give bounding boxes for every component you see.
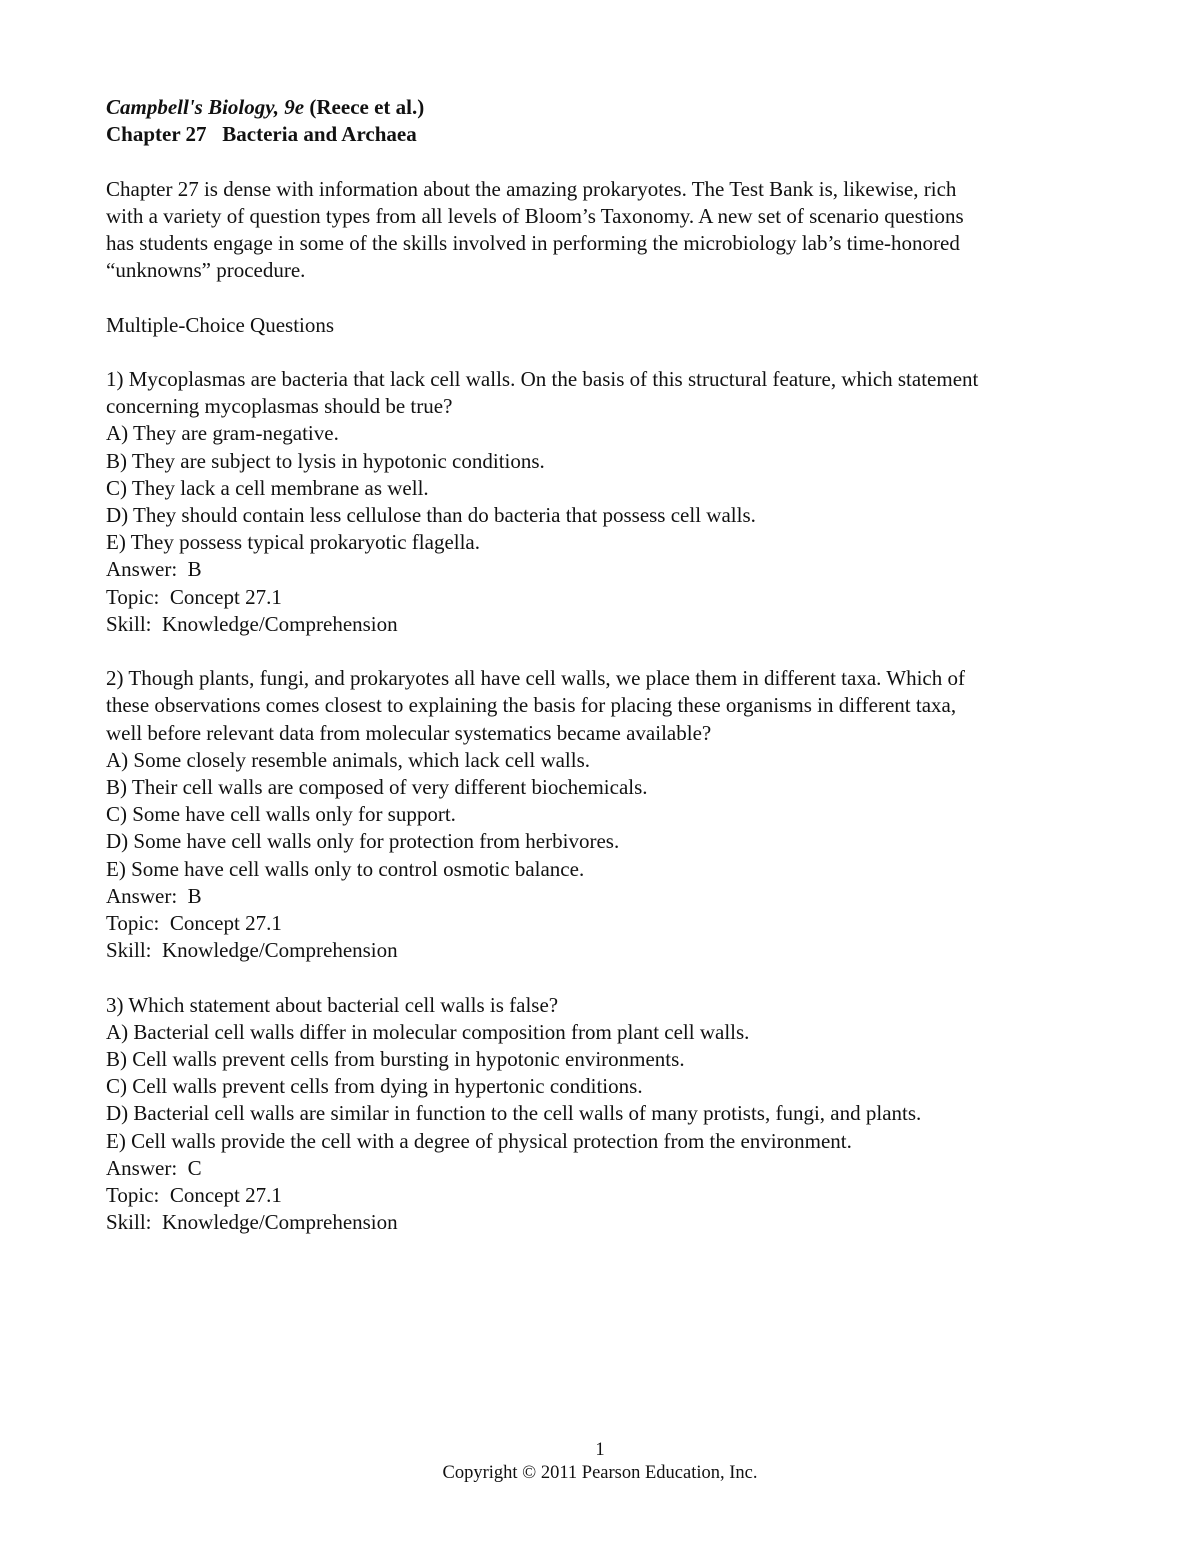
skill-label: Skill: Knowledge/Comprehension xyxy=(106,611,398,636)
topic-label: Topic: Concept 27.1 xyxy=(106,584,282,609)
page-content xyxy=(106,94,1096,1236)
answer-choice: B) Their cell walls are composed of very different biochemicals. xyxy=(106,775,648,800)
spacer xyxy=(106,339,1096,366)
answer-choice: C) They lack a cell membrane as well. xyxy=(106,475,429,500)
section-title: Multiple-Choice Questions xyxy=(106,312,335,337)
answer-choice: C) Some have cell walls only for support. xyxy=(106,802,456,827)
answer-choice: B) They are subject to lysis in hypotonic conditions. xyxy=(106,448,545,473)
answer-choice: C) Cell walls prevent cells from dying in hypertonic conditions. xyxy=(106,1074,643,1099)
book-header xyxy=(106,94,1096,121)
spacer xyxy=(106,638,1096,665)
question-stem-line: 1) Mycoplasmas are bacteria that lack cell walls. On the basis of this structural feature, which statement xyxy=(106,366,979,391)
answer-choice: A) They are gram-negative. xyxy=(106,421,339,446)
question-3 xyxy=(106,992,1096,1237)
intro-line: “unknowns” procedure. xyxy=(106,258,306,283)
answer-choice: E) Cell walls provide the cell with a degree of physical protection from the environment. xyxy=(106,1128,852,1153)
intro-line: has students engage in some of the skills involved in performing the microbiology lab’s time-honored xyxy=(106,231,960,255)
question-2 xyxy=(106,665,1096,964)
skill-label: Skill: Knowledge/Comprehension xyxy=(106,938,398,963)
chapter-title: Chapter 27 Bacteria and Archaea xyxy=(106,122,417,147)
answer-choice: B) Cell walls prevent cells from bursting in hypotonic environments. xyxy=(106,1047,685,1072)
intro-line: Chapter 27 is dense with information about the amazing prokaryotes. The Test Bank is, likewise, rich xyxy=(106,176,957,201)
answer-choice: A) Some closely resemble animals, which lack cell walls. xyxy=(106,747,591,772)
intro-line: with a variety of question types from all levels of Bloom’s Taxonomy. A new set of scenario questions xyxy=(106,203,964,228)
spacer xyxy=(106,148,1096,175)
question-stem-line: well before relevant data from molecular systematics became available? xyxy=(106,720,712,745)
page-number: 1 xyxy=(595,1440,605,1460)
copyright-notice: Copyright © 2011 Pearson Education, Inc. xyxy=(442,1463,758,1483)
answer-key: Answer: B xyxy=(106,883,202,908)
intro-paragraph xyxy=(106,176,1096,285)
question-stem-line: these observations comes closest to explaining the basis for placing these organisms in different taxa, xyxy=(106,693,957,718)
question-stem-line: concerning mycoplasmas should be true? xyxy=(106,394,453,419)
topic-label: Topic: Concept 27.1 xyxy=(106,911,282,936)
question-stem-line: 2) Though plants, fungi, and prokaryotes all have cell walls, we place them in different taxa. Which of xyxy=(106,666,965,691)
answer-choice: E) Some have cell walls only to control osmotic balance. xyxy=(106,856,585,881)
book-title: Campbell's Biology, 9e xyxy=(106,95,305,119)
answer-choice: A) Bacterial cell walls differ in molecular composition from plant cell walls. xyxy=(106,1019,750,1044)
answer-choice: D) Some have cell walls only for protection from herbivores. xyxy=(106,829,620,854)
answer-key: Answer: C xyxy=(106,1155,202,1180)
spacer xyxy=(106,964,1096,991)
book-authors: (Reece et al.) xyxy=(304,95,425,119)
answer-choice: D) They should contain less cellulose than do bacteria that possess cell walls. xyxy=(106,503,756,527)
skill-label: Skill: Knowledge/Comprehension xyxy=(106,1210,398,1235)
answer-choice: E) They possess typical prokaryotic flagella. xyxy=(106,530,481,555)
topic-label: Topic: Concept 27.1 xyxy=(106,1183,282,1208)
question-stem-line: 3) Which statement about bacterial cell walls is false? xyxy=(106,992,559,1017)
answer-choice: D) Bacterial cell walls are similar in function to the cell walls of many protists, fungi, and plants. xyxy=(106,1101,922,1126)
answer-key: Answer: B xyxy=(106,557,202,582)
spacer xyxy=(106,284,1096,311)
question-1 xyxy=(106,366,1096,638)
